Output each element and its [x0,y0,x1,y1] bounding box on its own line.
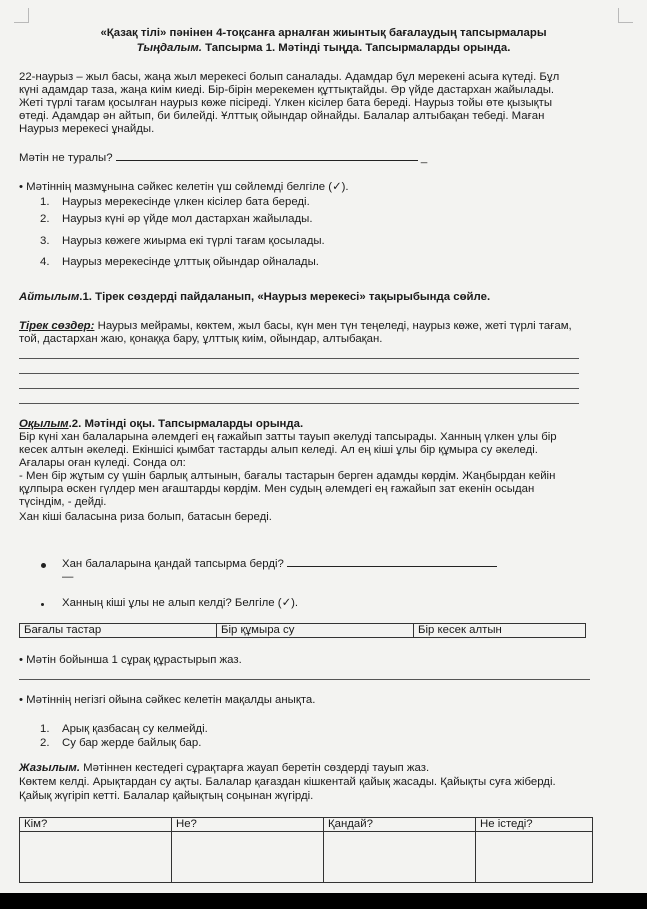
choose-three-prompt: • Мәтіннің мазмұнына сәйкес келетін үш сөйлемді белгіле (✓). [19,181,349,193]
writing-task-text: Мәтіннен кестедегі сұрақтарға жауап беретін сөздерді тауып жаз. [79,762,430,774]
listening-text-line: 22-наурыз – жыл басы, жаңа жыл мерекесі болып саналады. Адамдар бұл мерекені асыға күтеді. Бұл [19,71,560,83]
proverb-text[interactable]: Арық қазбасаң су келмейді. [62,723,208,735]
reading-text-line: - Мен бір жұтым су үшін барлық алтынын, бағалы тастарын берген адамды көрдім. Жаңбырдан кейін [19,470,556,482]
support-words-label: Тірек сөздер: [19,320,95,332]
listening-label: Тыңдалым. [136,42,202,54]
answer-cell[interactable] [324,832,476,883]
choice-table [19,623,586,638]
writing-line[interactable] [19,679,590,680]
reading-text-line: Хан кіші баласына риза болып, батасын береді. [19,511,272,523]
question-topic [19,151,427,165]
option-text[interactable]: Наурыз күні әр үйде мол дастархан жайылады. [62,213,313,225]
reading-text-line: құлпыра өскен гүлдер мен ағаштарды көрдім. Мен судың әлемдегі ең ғажайып зат екенін осыдан [19,483,535,495]
listening-text-line: күні адамдар таза, жаңа киім киеді. Бір-бірін мерекемен құттықтайды. Әр үйде дастархан жайылады. [19,84,555,96]
writing-line[interactable] [19,373,579,374]
answer-blank[interactable] [287,557,447,567]
table-header-which: Қандай? [324,818,476,832]
listening-text-line: өтеді. Адамдар ән айтып, би билейді. Ұлттық ойындар ойнайды. Балалар алтыбақан тебеді. Маған [19,110,545,122]
answer-blank[interactable] [447,557,497,567]
listening-task-title [0,42,647,55]
reading-text-line: Бір күні хан балаларына әлемдегі ең ғажайып затты тауып әкелуді тапсырады. Ханның үлкен ұлы бір [19,431,557,443]
speaking-label: Айтылым [19,291,80,303]
listening-text-line: Наурыз мерекесі ұнайды. [19,123,155,135]
reading-task-text: .2. Мәтінді оқы. Тапсырмаларды орында. [68,418,304,430]
worksheet-title: «Қазақ тілі» пәнінен 4-тоқсанға арналған жиынтық бағалаудың тапсырмалары [100,27,547,39]
bullet-dot [41,603,44,606]
writing-line[interactable] [19,388,579,389]
writing-line[interactable] [19,358,579,359]
table-header-who: Кім? [20,818,172,832]
option-number: 1. [40,196,50,208]
writing-line[interactable] [19,403,579,404]
proverb-number: 2. [40,737,50,749]
listening-task-text: Тапсырма 1. Мәтінді тыңда. Тапсырмаларды орында. [201,42,511,54]
bottom-edge-bar [0,893,647,909]
question-topic-label: Мәтін не туралы? [19,152,113,164]
bullet-dot [41,563,46,568]
answer-blank[interactable] [286,151,418,161]
answer-cell[interactable] [20,832,172,883]
option-number: 3. [40,235,50,247]
option-number: 4. [40,256,50,268]
support-words-text: Наурыз мейрамы, көктем, жыл басы, күн мен түн теңеледі, наурыз көже, жеті түрлі тағам, [94,320,572,332]
option-text[interactable]: Наурыз мерекесінде үлкен кісілер бата береді. [62,196,310,208]
answer-cell[interactable] [172,832,324,883]
question-task [62,557,497,571]
option-text[interactable]: Наурыз көжеге жиырма екі түрлі тағам қосылады. [62,235,325,247]
reading-text-line: Ағалары оған күледі. Сонда ол: [19,457,186,469]
choice-cell[interactable]: Бағалы тастар [20,624,217,638]
reading-label: Оқылым [19,418,69,430]
proverb-number: 1. [40,723,50,735]
writing-text-line: Қайық жүгіріп кетті. Балалар қайықтың соңынан жүгірді. [19,790,314,802]
listening-text-line: Жеті түрлі тағам қосылған наурыз көже пісіреді. Үлкен кісілер бата береді. Наурыз тойы өте қызықты [19,97,553,109]
support-words-line: той, дастархан жаю, қонаққа бару, ұлттық киім, ойындар, алтыбақан. [19,333,383,345]
crop-mark-left [14,8,29,23]
option-number: 2. [40,213,50,225]
speaking-task-text: .1. Тірек сөздерді пайдаланып, «Наурыз мерекесі» тақырыбында сөйле. [79,291,491,303]
question-task-label: Хан балаларына қандай тапсырма берді? [62,558,284,570]
answer-blank[interactable] [116,151,286,161]
answer-table [19,817,593,883]
reading-text-line: түсіндім, - дейді. [19,496,107,508]
answer-blank-end: _ [420,152,428,164]
answer-cell[interactable] [476,832,593,883]
proverb-prompt: • Мәтіннің негізгі ойына сәйкес келетін мақалды анықта. [19,694,316,706]
reading-heading [19,418,303,431]
choice-cell[interactable]: Бір кесек алтын [414,624,586,638]
writing-label: Жазылым. [19,762,80,774]
answer-dash: — [62,571,74,583]
support-words-line [19,320,572,333]
question-youngest-son: Ханның кіші ұлы не алып келді? Белгіле (✓). [62,597,299,609]
table-header-did-what: Не істеді? [476,818,593,832]
choice-cell[interactable]: Бір құмыра су [217,624,414,638]
compose-question-prompt: • Мәтін бойынша 1 сұрақ құрастырып жаз. [19,654,242,666]
writing-text-line: Көктем келді. Арықтардан су ақты. Балалар қағаздан кішкентай қайық жасады. Қайықты суға жіберді. [19,776,556,788]
crop-mark-right [618,8,633,23]
speaking-heading [19,291,490,304]
reading-text-line: кесек алтын әкеледі. Екіншісі қымбат тастарды алып келеді. Ал ең кіші ұлы бір құмыра су әкеледі. [19,444,538,456]
writing-heading [19,762,429,775]
option-text[interactable]: Наурыз мерекесінде ұлттық ойындар ойналады. [62,256,319,268]
table-header-what: Не? [172,818,324,832]
proverb-text[interactable]: Су бар жерде байлық бар. [62,737,202,749]
